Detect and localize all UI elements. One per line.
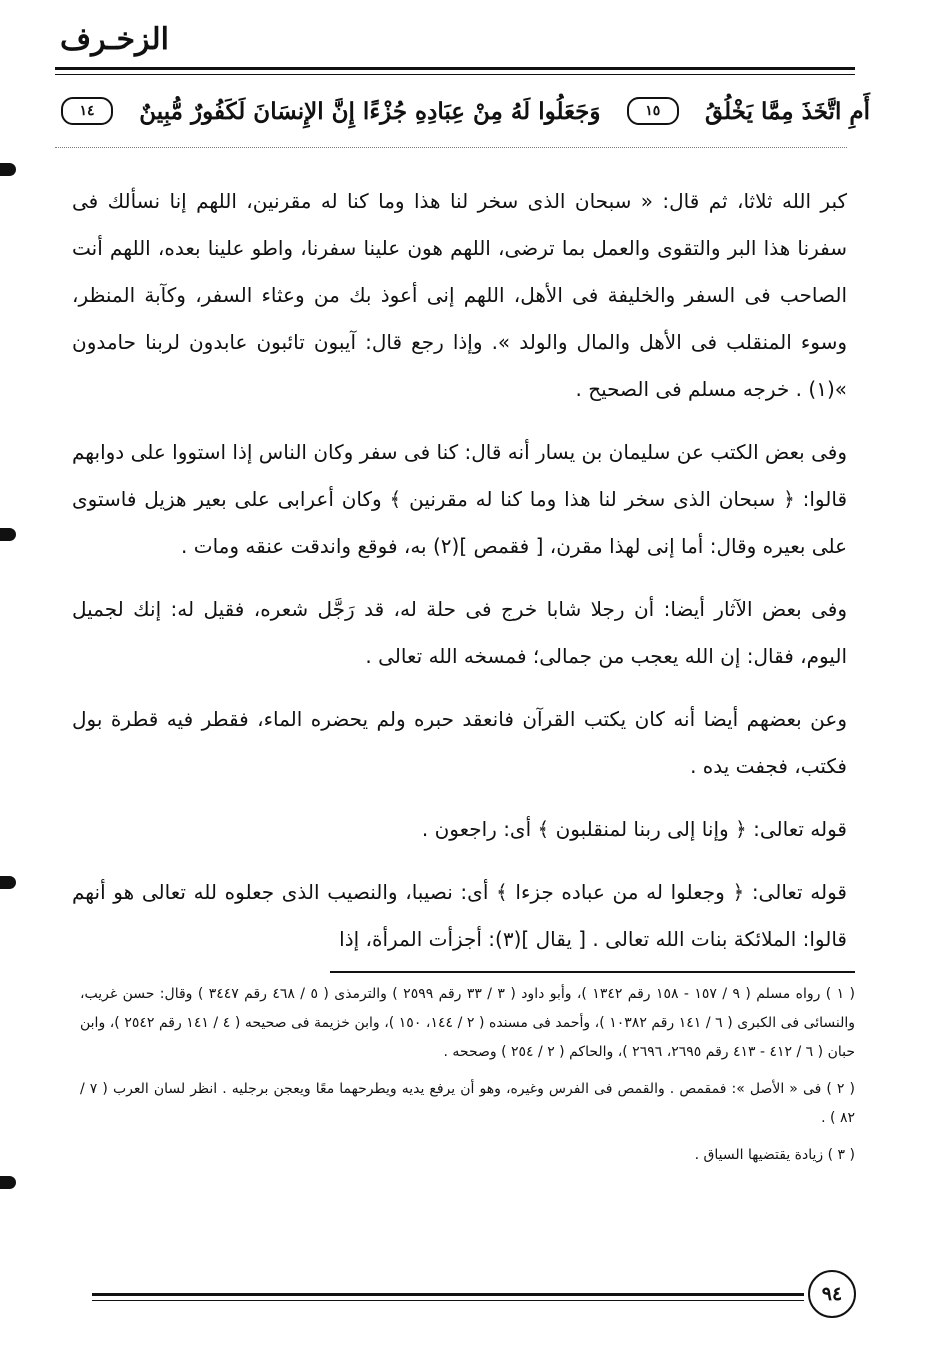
body-paragraph: قوله تعالى: ﴿ وجعلوا له من عباده جزءا ﴾ أى: نصيبا، والنصيب الذى جعلوه لله تعالى هو أنهم قالوا: الملائكة بنات الله تعالى . [ يقال ](٣): أجزأت المرأة، إذا <box>72 880 847 951</box>
scan-edge-mark <box>0 163 16 176</box>
footnote-1: ( ١ ) رواه مسلم ( ٩ / ١٥٧ - ١٥٨ رقم ١٣٤٢ )، وأبو داود ( ٣ / ٣٣ رقم ٢٥٩٩ ) والترمذى ( ٥ / ٤٦٨ رقم ٣٤٤٧ ) وقال: حسن غريب، والنسائى فى الكبرى ( ٦ / ١٤١ رقم ١٠٣٨٢ )، وأحمد فى مسنده ( ٢ / ١٤٤، ١٥٠ )، وابن خزيمة فى صحيحه ( ٤ / ١٤١ رقم ٢٥٤٢ )، وابن حبان ( ٦ / ٤١٢ - ٤١٣ رقم ٢٦٩٥، ٢٦٩٦ )، والحاكم ( ٢ / ٢٥٤ ) وصححه . <box>80 986 856 1060</box>
footer-rule-thin <box>92 1300 804 1301</box>
footer-rule-thick <box>92 1293 804 1296</box>
body-paragraph: وفى بعض الكتب عن سليمان بن يسار أنه قال: كنا فى سفر وكان الناس إذا استووا على دوابهم قالوا: ﴿ سبحان الذى سخر لنا هذا وما كنا له مقرنين ﴾ وكان أعرابى على بعير هزيل فاستوى على بعيره وقال: أما إنى لهذا مقرن، [ فقمص ](٢) به، فوقع واندقت عنقه ومات . <box>72 440 847 558</box>
verse-15-text: أَمِ اتَّخَذَ مِمَّا يَخْلُقُ <box>704 97 870 125</box>
header-rule-thick <box>55 67 855 70</box>
header-rule-thin <box>55 74 855 75</box>
ayah-number-14: ١٤ <box>61 97 113 125</box>
running-title: الزخـرف <box>60 22 170 57</box>
body-paragraph: وفى بعض الآثار أيضا: أن رجلا شابا خرج فى حلة له، قد رَجَّل شعره، فقيل له: إنك لجميل اليوم، فقال: إن الله يعجب من جمالى؛ فمسخه الله تعالى . <box>72 597 847 668</box>
tafsir-body <box>72 178 847 979</box>
verse-14-text: وَجَعَلُوا لَهُ مِنْ عِبَادِهِ جُزْءًا إِنَّ الإِنسَانَ لَكَفُورٌ مُّبِينٌ <box>139 97 601 125</box>
scan-edge-mark <box>0 1176 16 1189</box>
scan-edge-mark <box>0 876 16 889</box>
body-paragraph: كبر الله ثلاثا، ثم قال: « سبحان الذى سخر لنا هذا وما كنا له مقرنين، اللهم إنا نسألك فى سفرنا هذا البر والتقوى والعمل بما ترضى، اللهم هون علينا سفرنا، واطو علينا بعده، اللهم أنت الصاحب فى السفر والخليفة فى الأهل، اللهم إنى أعوذ بك من وعثاء السفر، وكآبة المنظر، وسوء المنقلب فى الأهل والمال والولد ». وإذا رجع قال: آيبون تائبون عابدون لربنا حامدون »(١) . خرجه مسلم فى الصحيح . <box>72 189 847 401</box>
body-paragraph: قوله تعالى: ﴿ وإنا إلى ربنا لمنقلبون ﴾ أى: راجعون . <box>421 817 847 841</box>
footnote-3: ( ٣ ) زيادة يقتضيها السياق . <box>694 1147 855 1163</box>
page-number: ٩٤ <box>808 1270 856 1318</box>
footnote-2: ( ٢ ) فى « الأصل »: فمقمص . والقمص فى الفرس وغيره، وهو أن يرفع يديه ويطرحهما معًا ويعجن برجليه . انظر لسان العرب ( ٧ / ٨٢ ) . <box>80 1081 855 1126</box>
footnote-rule <box>330 971 855 973</box>
body-paragraph: وعن بعضهم أيضا أنه كان يكتب القرآن فانعقد حبره ولم يحضره الماء، فقطر فيه قطرة بول فكتب، فجفت يده . <box>72 707 847 778</box>
quran-verse-line <box>55 86 870 136</box>
ayah-number-15: ١٥ <box>627 97 679 125</box>
verse-separator <box>55 147 847 148</box>
footnotes <box>80 980 855 1178</box>
scan-edge-mark <box>0 528 16 541</box>
